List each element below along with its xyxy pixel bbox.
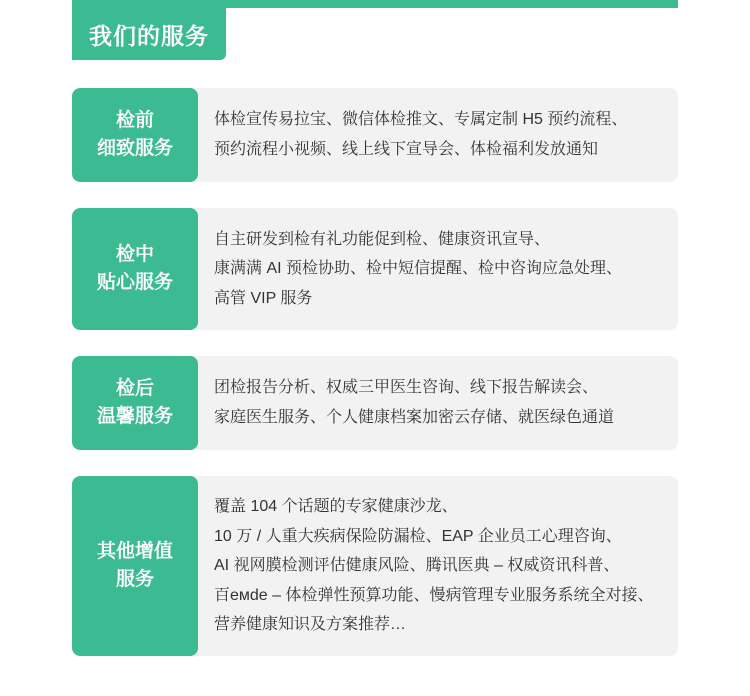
service-card-body xyxy=(198,208,678,330)
service-card-line: 自主研发到检有礼功能促到检、健康资讯宣导、 xyxy=(214,230,551,248)
service-card-label-line1: 检后 xyxy=(115,378,154,400)
service-card-label-line2: 贴心服务 xyxy=(96,272,173,293)
service-card xyxy=(72,476,678,656)
service-card-line: 体检宣传易拉宝、微信体检推文、专属定制 H5 预约流程、 xyxy=(214,111,628,129)
service-card-body xyxy=(198,476,678,656)
section-title-text: 我们的服务 xyxy=(89,22,209,49)
service-card xyxy=(72,208,678,330)
service-card-line: 家庭医生服务、个人健康档案加密云存储、就医绿色通道 xyxy=(214,409,615,426)
service-card-line: 康满满 AI 预检协助、检中短信提醒、检中咨询应急处理、 xyxy=(214,260,623,278)
service-card-label xyxy=(72,356,198,450)
service-card-line: 营养健康知识及方案推荐… xyxy=(214,616,407,634)
service-card-body xyxy=(198,356,678,450)
service-card-label-line1: 检中 xyxy=(115,244,154,266)
service-card-label-line1: 其他增值 xyxy=(96,541,173,563)
service-card xyxy=(72,356,678,450)
service-card-label xyxy=(72,208,198,330)
top-accent-bar xyxy=(72,0,678,8)
service-card-list xyxy=(72,88,678,682)
service-card-line: 百емdе – 体检弹性预算功能、慢病管理专业服务系统全对接、 xyxy=(214,586,654,604)
service-card-line: 团检报告分析、权威三甲医生咨询、线下报告解读会、 xyxy=(214,379,599,397)
service-card-line: 10 万 / 人重大疾病保险防漏检、EAP 企业员工心理咨询、 xyxy=(214,527,622,545)
service-card-label-line1: 检前 xyxy=(115,110,154,132)
service-card-label xyxy=(72,476,198,656)
service-card-label-line2: 温馨服务 xyxy=(96,406,173,427)
service-card-line: 覆盖 104 个话题的专家健康沙龙、 xyxy=(214,498,458,516)
service-card-label-line2: 服务 xyxy=(115,569,154,590)
service-card-label-line2: 细致服务 xyxy=(96,138,173,159)
service-card-label xyxy=(72,88,198,182)
section-title-tab xyxy=(72,8,226,60)
service-card-body xyxy=(198,88,678,182)
service-card-line: AI 视网膜检测评估健康风险、腾讯医典 – 权威资讯科普、 xyxy=(214,557,620,575)
service-card-line: 高管 VIP 服务 xyxy=(214,289,313,307)
service-card-line: 预约流程小视频、线上线下宣导会、体检福利发放通知 xyxy=(214,141,599,158)
service-card xyxy=(72,88,678,182)
